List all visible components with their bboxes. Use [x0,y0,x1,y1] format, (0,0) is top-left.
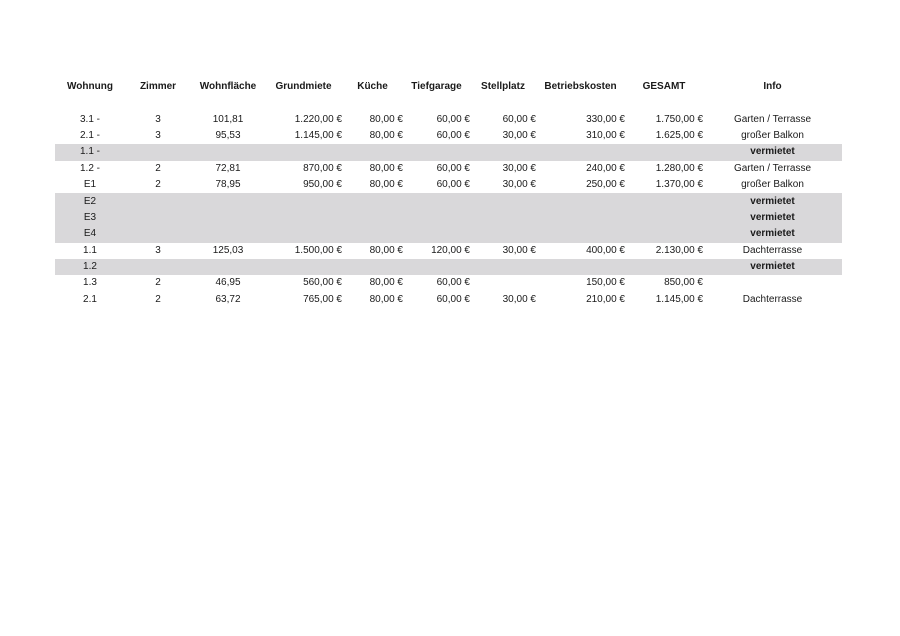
cell-stellplatz: 30,00 € [502,162,536,174]
header-stellplatz: Stellplatz [481,80,525,92]
cell-gesamt [625,259,703,275]
cell-tiefgarage: 60,00 € [436,113,470,125]
cell-kueche [342,259,403,275]
table-row [55,210,842,226]
cell-gesamt [625,144,703,160]
cell-stellplatz [470,275,536,291]
cell-wohnflaeche [191,226,265,242]
cell-info: vermietet [703,259,842,275]
cell-gesamt: 1.145,00 € [655,293,703,305]
table-row [55,111,842,127]
cell-grundmiete [265,226,342,242]
cell-info: Garten / Terrasse [733,113,812,125]
cell-zimmer: 3 [155,244,161,256]
cell-tiefgarage: 60,00 € [436,129,470,141]
header-betriebskosten: Betriebskosten [544,80,617,92]
table-row [55,161,842,177]
cell-gesamt: 1.625,00 € [655,129,703,141]
cell-wohnflaeche: 63,72 [215,293,241,305]
cell-tiefgarage [403,144,470,160]
cell-gesamt: 1.750,00 € [655,113,703,125]
cell-kueche: 80,00 € [369,293,403,305]
cell-kueche: 80,00 € [369,162,403,174]
cell-gesamt: 2.130,00 € [655,244,703,256]
cell-grundmiete: 1.500,00 € [294,244,342,256]
cell-wohnung: E1 [83,179,97,191]
cell-grundmiete: 765,00 € [303,293,342,305]
cell-info: Dachterrasse [742,293,803,305]
cell-stellplatz [470,226,536,242]
cell-gesamt: 1.280,00 € [655,162,703,174]
table-row [55,243,842,259]
cell-zimmer: 2 [155,162,161,174]
table-row [55,275,842,291]
table-row [55,177,842,193]
cell-kueche [342,226,403,242]
header-zimmer: Zimmer [139,80,177,92]
cell-tiefgarage: 60,00 € [436,293,470,305]
cell-wohnflaeche: 46,95 [215,277,241,289]
cell-tiefgarage: 60,00 € [436,162,470,174]
cell-wohnflaeche: 125,03 [212,244,244,256]
cell-betriebskosten [536,144,625,160]
header-info: Info [763,80,782,92]
cell-tiefgarage [403,226,470,242]
cell-stellplatz: 30,00 € [502,244,536,256]
cell-gesamt [625,210,703,226]
cell-info: vermietet [703,210,842,226]
header-wohnung: Wohnung [67,80,113,92]
cell-info: großer Balkon [741,129,804,141]
header-tiefgarage: Tiefgarage [411,80,462,92]
cell-zimmer [125,144,191,160]
table-body [55,111,842,308]
cell-kueche [342,193,403,209]
cell-wohnung: E3 [55,210,125,226]
cell-grundmiete [265,193,342,209]
cell-betriebskosten: 150,00 € [586,277,625,289]
table-row [55,259,842,275]
cell-kueche: 80,00 € [369,244,403,256]
cell-wohnflaeche [191,259,265,275]
cell-wohnflaeche: 78,95 [215,179,241,191]
table-row [55,193,842,209]
cell-zimmer: 2 [155,277,161,289]
cell-stellplatz [470,210,536,226]
cell-wohnung: 1.1 - [55,144,125,160]
cell-stellplatz: 30,00 € [502,179,536,191]
cell-betriebskosten: 250,00 € [586,179,625,191]
cell-zimmer: 3 [155,113,161,125]
header-gesamt: GESAMT [642,80,686,92]
cell-wohnung: 1.2 - [79,162,100,174]
cell-betriebskosten: 210,00 € [586,293,625,305]
cell-stellplatz: 30,00 € [502,293,536,305]
cell-gesamt: 1.370,00 € [655,179,703,191]
cell-tiefgarage: 60,00 € [436,277,470,289]
cell-kueche: 80,00 € [369,277,403,289]
header-wohnflaeche: Wohnfläche [199,80,257,92]
cell-stellplatz [470,193,536,209]
cell-wohnung: 2.1 [83,293,97,305]
table-row [55,128,842,144]
cell-grundmiete: 870,00 € [303,162,342,174]
table-row [55,292,842,308]
cell-zimmer: 2 [155,293,161,305]
cell-gesamt: 850,00 € [664,277,703,289]
table-row [55,144,842,160]
cell-wohnflaeche [191,193,265,209]
header-kueche: Küche [357,80,388,92]
cell-betriebskosten [536,210,625,226]
cell-tiefgarage [403,259,470,275]
cell-stellplatz [470,259,536,275]
cell-info: großer Balkon [741,179,804,191]
cell-wohnflaeche [191,210,265,226]
cell-zimmer: 2 [155,179,161,191]
cell-betriebskosten: 240,00 € [586,162,625,174]
cell-wohnung: 1.3 [83,277,97,289]
cell-zimmer [125,193,191,209]
cell-wohnflaeche: 72,81 [215,162,241,174]
cell-grundmiete [265,144,342,160]
header-spacer [55,95,842,111]
cell-kueche: 80,00 € [369,179,403,191]
cell-stellplatz: 30,00 € [502,129,536,141]
cell-tiefgarage [403,193,470,209]
cell-betriebskosten: 400,00 € [586,244,625,256]
cell-kueche: 80,00 € [369,129,403,141]
cell-zimmer: 3 [155,129,161,141]
cell-wohnflaeche: 95,53 [215,129,241,141]
cell-stellplatz: 60,00 € [502,113,536,125]
cell-tiefgarage: 120,00 € [431,244,470,256]
cell-wohnung: E2 [55,193,125,209]
apartment-rent-table [55,77,842,308]
cell-info [703,275,842,291]
cell-wohnung: 1.1 [83,244,97,256]
cell-kueche: 80,00 € [369,113,403,125]
cell-kueche [342,144,403,160]
cell-grundmiete: 1.220,00 € [294,113,342,125]
cell-wohnung: E4 [55,226,125,242]
cell-info: Dachterrasse [742,244,803,256]
cell-gesamt [625,226,703,242]
cell-info: vermietet [703,226,842,242]
cell-grundmiete [265,210,342,226]
cell-wohnflaeche [191,144,265,160]
cell-stellplatz [470,144,536,160]
cell-info: vermietet [703,144,842,160]
cell-betriebskosten [536,226,625,242]
cell-info: Garten / Terrasse [733,162,812,174]
cell-grundmiete: 1.145,00 € [294,129,342,141]
cell-betriebskosten [536,259,625,275]
cell-zimmer [125,210,191,226]
cell-wohnflaeche: 101,81 [212,113,244,125]
cell-betriebskosten: 330,00 € [586,113,625,125]
table-row [55,226,842,242]
cell-zimmer [125,226,191,242]
cell-grundmiete [265,259,342,275]
cell-info: vermietet [703,193,842,209]
cell-betriebskosten: 310,00 € [586,129,625,141]
cell-betriebskosten [536,193,625,209]
cell-tiefgarage [403,210,470,226]
cell-tiefgarage: 60,00 € [436,179,470,191]
cell-wohnung: 2.1 - [79,129,100,141]
cell-wohnung: 1.2 [55,259,125,275]
cell-grundmiete: 560,00 € [303,277,342,289]
header-row [55,77,842,95]
cell-zimmer [125,259,191,275]
cell-gesamt [625,193,703,209]
cell-grundmiete: 950,00 € [303,179,342,191]
cell-wohnung: 3.1 - [79,113,100,125]
cell-kueche [342,210,403,226]
header-grundmiete: Grundmiete [275,80,332,92]
